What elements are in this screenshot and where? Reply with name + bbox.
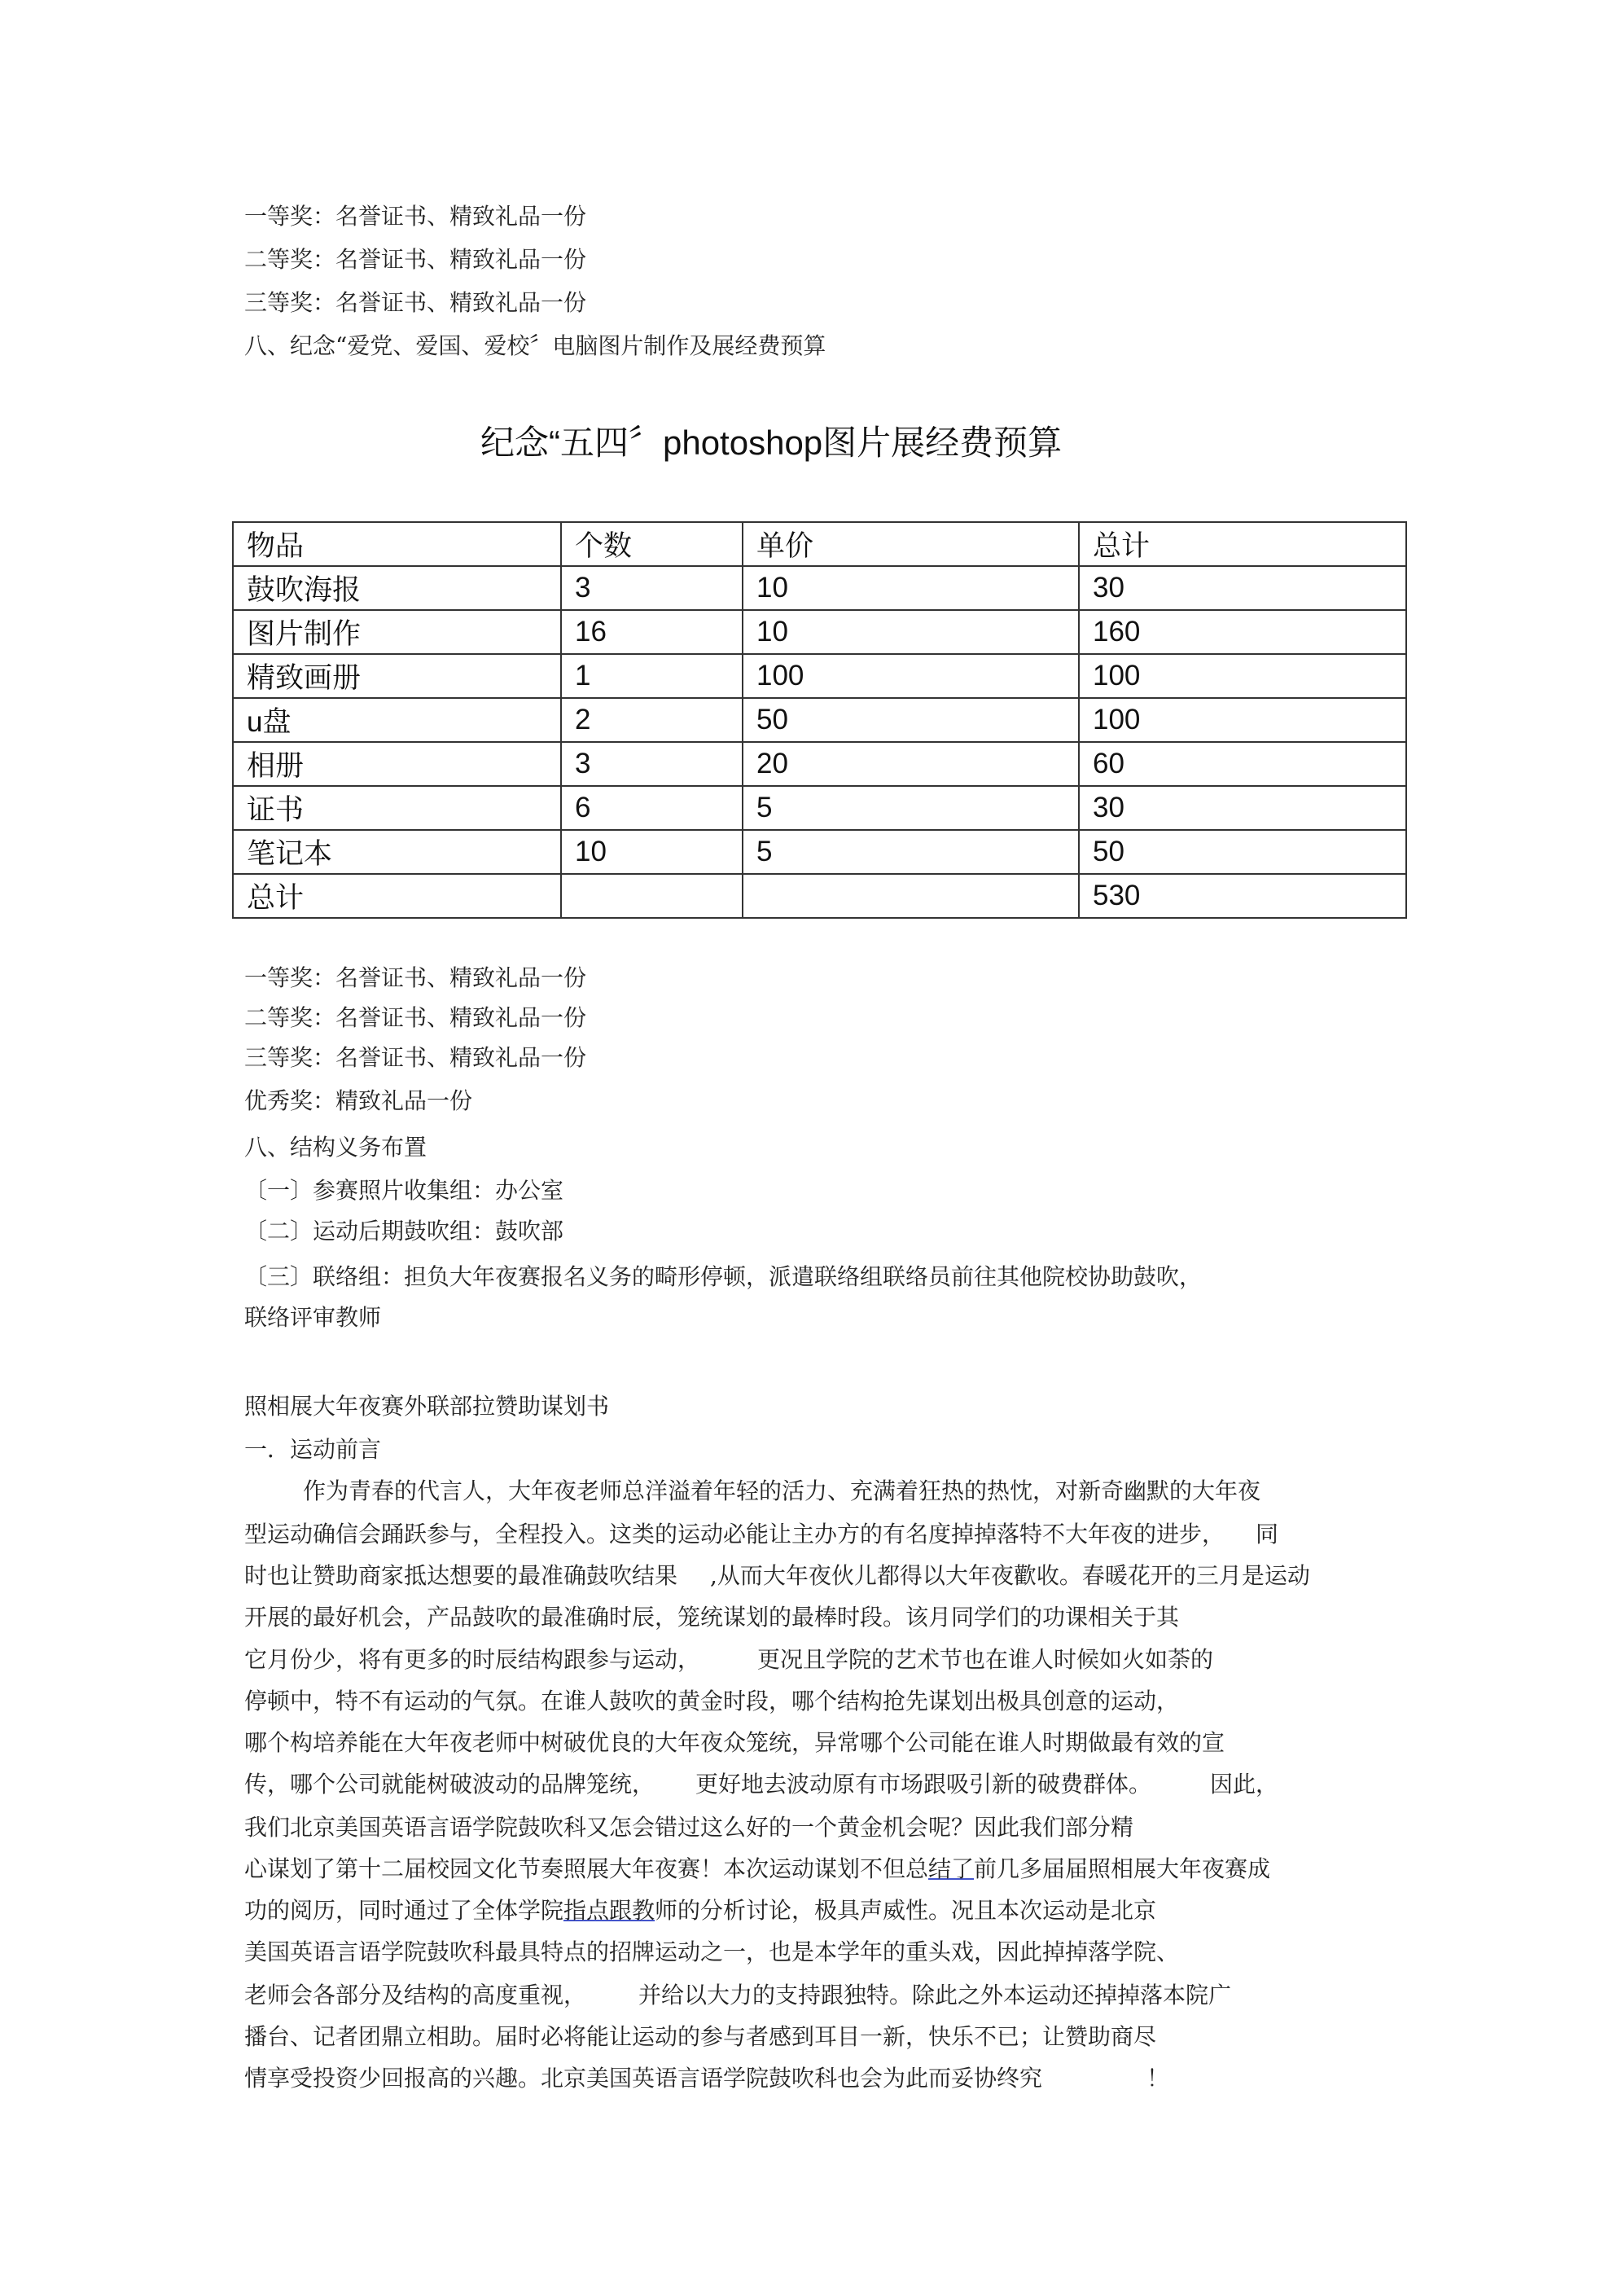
cell-unit-price [743, 874, 1079, 918]
text-span: 情享受投资少回报高的兴趣。北京美国英语言语学院鼓吹科也会为此而妥协终究 [244, 2065, 1043, 2092]
org-item-3-cont: 联络评审教师 [244, 1304, 382, 1331]
paragraph-line: 播台、记者团鼎立相助。届时必将能让运动的参与者感到耳目一新，快乐不已；让赞助商尽 [244, 2023, 1157, 2050]
proposal-title: 照相展大年夜赛外联部拉赞助谋划书 [244, 1393, 610, 1420]
cell-count: 2 [561, 698, 743, 742]
cell-count: 1 [561, 654, 743, 698]
org-item-3: 〔三〕联络组：担负大年夜赛报名义务的畸形停顿，派遣联络组联络员前往其他院校协助鼓吹， [244, 1263, 1203, 1290]
cell-unit-price: 50 [743, 698, 1079, 742]
cell-item: 总计 [233, 874, 561, 918]
paragraph-line: 我们北京美国英语言语学院鼓吹科又怎会错过这么好的一个黄金机会呢？因此我们部分精 [244, 1814, 1134, 1841]
cell-item: 笔记本 [233, 830, 561, 874]
cell-total: 530 [1079, 874, 1406, 918]
cell-item: 鼓吹海报 [233, 566, 561, 610]
cell-item: 证书 [233, 786, 561, 830]
cell-count: 10 [561, 830, 743, 874]
table-row [233, 654, 1406, 698]
cell-count: 3 [561, 566, 743, 610]
paragraph-line [244, 1645, 1213, 1675]
cell-count: 6 [561, 786, 743, 830]
paragraph-line [244, 1855, 1270, 1884]
award-line-2: 二等奖：名誉证书、精致礼品一份 [244, 1004, 587, 1031]
cell-total: 50 [1079, 830, 1406, 874]
text-span: 同 [1256, 1521, 1279, 1547]
paragraph-line [244, 1981, 1231, 2010]
award-line-2: 二等奖：名誉证书、精致礼品一份 [244, 246, 587, 273]
cell-total: 160 [1079, 610, 1406, 654]
award-line-3: 三等奖：名誉证书、精致礼品一份 [244, 1044, 587, 1071]
cell-total: 60 [1079, 742, 1406, 786]
paragraph-line: 哪个构培养能在大年夜老师中树破优良的大年夜众笼统，异常哪个公司能在谁人时期做最有效的宣 [244, 1729, 1225, 1756]
paragraph-line [244, 1770, 1278, 1799]
cell-count: 16 [561, 610, 743, 654]
text-span: 传，哪个公司就能树破波动的品牌笼统， [244, 1771, 655, 1798]
org-item-2: 〔二〕运动后期鼓吹组：鼓吹部 [244, 1218, 564, 1245]
cell-count [561, 874, 743, 918]
text-span: 更况且学院的艺术节也在谁人时候如火如荼的 [757, 1646, 1214, 1673]
paragraph-line: 开展的最好机会，产品鼓吹的最准确时辰，笼统谋划的最棒时段。该月同学们的功课相关于其 [244, 1604, 1180, 1631]
paragraph-line [244, 1520, 1278, 1549]
cell-unit-price: 10 [743, 566, 1079, 610]
cell-item: u盘 [233, 698, 561, 742]
cell-total: 100 [1079, 654, 1406, 698]
text-span: 老师会各部分及结构的高度重视， [244, 1982, 587, 2008]
underlined-text: 结了 [928, 1855, 975, 1882]
table-row [233, 566, 1406, 610]
award-line-excellence: 优秀奖：精致礼品一份 [244, 1087, 473, 1114]
table-row [233, 742, 1406, 786]
text-span: 并给以大力的支持跟独特。除此之外本运动还掉掉落本院广 [638, 1982, 1232, 2008]
section-heading-organization: 八、结构义务布置 [244, 1134, 427, 1161]
org-item-1: 〔一〕参赛照片收集组：办公室 [244, 1177, 564, 1204]
text-span: 前几多届届照相展大年夜赛成 [974, 1855, 1271, 1882]
award-line-3: 三等奖：名誉证书、精致礼品一份 [244, 289, 587, 316]
table-header-row [233, 522, 1406, 566]
text-span: 师的分析讨论，极具声威性。况且本次运动是北京 [655, 1897, 1157, 1924]
text-span: 它月份少，将有更多的时辰结构跟参与运动， [244, 1646, 701, 1673]
section-heading-budget: 八、纪念“爱党、爱国、爱校〞电脑图片制作及展经费预算 [244, 332, 826, 359]
paragraph-line: 作为青春的代言人，大年夜老师总洋溢着年轻的活力、充满着狂热的热忱，对新奇幽默的大年夜 [303, 1477, 1261, 1504]
cell-unit-price: 100 [743, 654, 1079, 698]
cell-unit-price: 5 [743, 830, 1079, 874]
text-span: 因此， [1210, 1771, 1279, 1798]
table-row [233, 610, 1406, 654]
text-span: 功的阅历，同时通过了全体学院 [244, 1897, 564, 1924]
underlined-text: 指点跟教 [563, 1897, 655, 1924]
cell-unit-price: 10 [743, 610, 1079, 654]
cell-item: 图片制作 [233, 610, 561, 654]
table-row [233, 786, 1406, 830]
text-span: 时也让赞助商家抵达想要的最准确鼓吹结果 [244, 1562, 678, 1589]
text-span: 更好地去波动原有市场跟吸引新的破费群体。 [695, 1771, 1152, 1798]
cell-item: 相册 [233, 742, 561, 786]
cell-item: 精致画册 [233, 654, 561, 698]
table-row [233, 698, 1406, 742]
text-span: ,从而大年夜伙儿都得以大年夜歡收。春暖花开的三月是运动 [710, 1562, 1310, 1589]
budget-table [232, 521, 1407, 919]
cell-unit-price: 5 [743, 786, 1079, 830]
cell-unit-price: 20 [743, 742, 1079, 786]
award-line-1: 一等奖：名誉证书、精致礼品一份 [244, 964, 587, 991]
header-cell-total: 总计 [1079, 522, 1406, 566]
table-total-row [233, 874, 1406, 918]
paragraph-line [244, 2064, 1169, 2093]
text-span: ！ [1146, 2065, 1170, 2092]
header-cell-unit-price: 单价 [743, 522, 1079, 566]
award-line-1: 一等奖：名誉证书、精致礼品一份 [244, 203, 587, 230]
proposal-section-heading: 一．运动前言 [244, 1436, 382, 1463]
text-span: 心谋划了第十二届校园文化节奏照展大年夜赛！本次运动谋划不但总 [244, 1855, 929, 1882]
text-span: 型运动确信会踊跃参与，全程投入。这类的运动必能让主办方的有名度掉掉落特不大年夜的进步， [244, 1521, 1225, 1547]
table-title: 纪念“五四〞photoshop图片展经费预算 [480, 424, 1063, 462]
table-row [233, 830, 1406, 874]
cell-count: 3 [561, 742, 743, 786]
paragraph-line: 停顿中，特不有运动的气氛。在谁人鼓吹的黄金时段，哪个结构抢先谋划出极具创意的运动， [244, 1688, 1180, 1714]
header-cell-item: 物品 [233, 522, 561, 566]
paragraph-line: 美国英语言语学院鼓吹科最具特点的招牌运动之一，也是本学年的重头戏，因此掉掉落学院、 [244, 1938, 1180, 1965]
paragraph-line [244, 1896, 1156, 1925]
cell-total: 30 [1079, 786, 1406, 830]
header-cell-count: 个数 [561, 522, 743, 566]
cell-total: 30 [1079, 566, 1406, 610]
cell-total: 100 [1079, 698, 1406, 742]
paragraph-line [244, 1561, 1310, 1591]
